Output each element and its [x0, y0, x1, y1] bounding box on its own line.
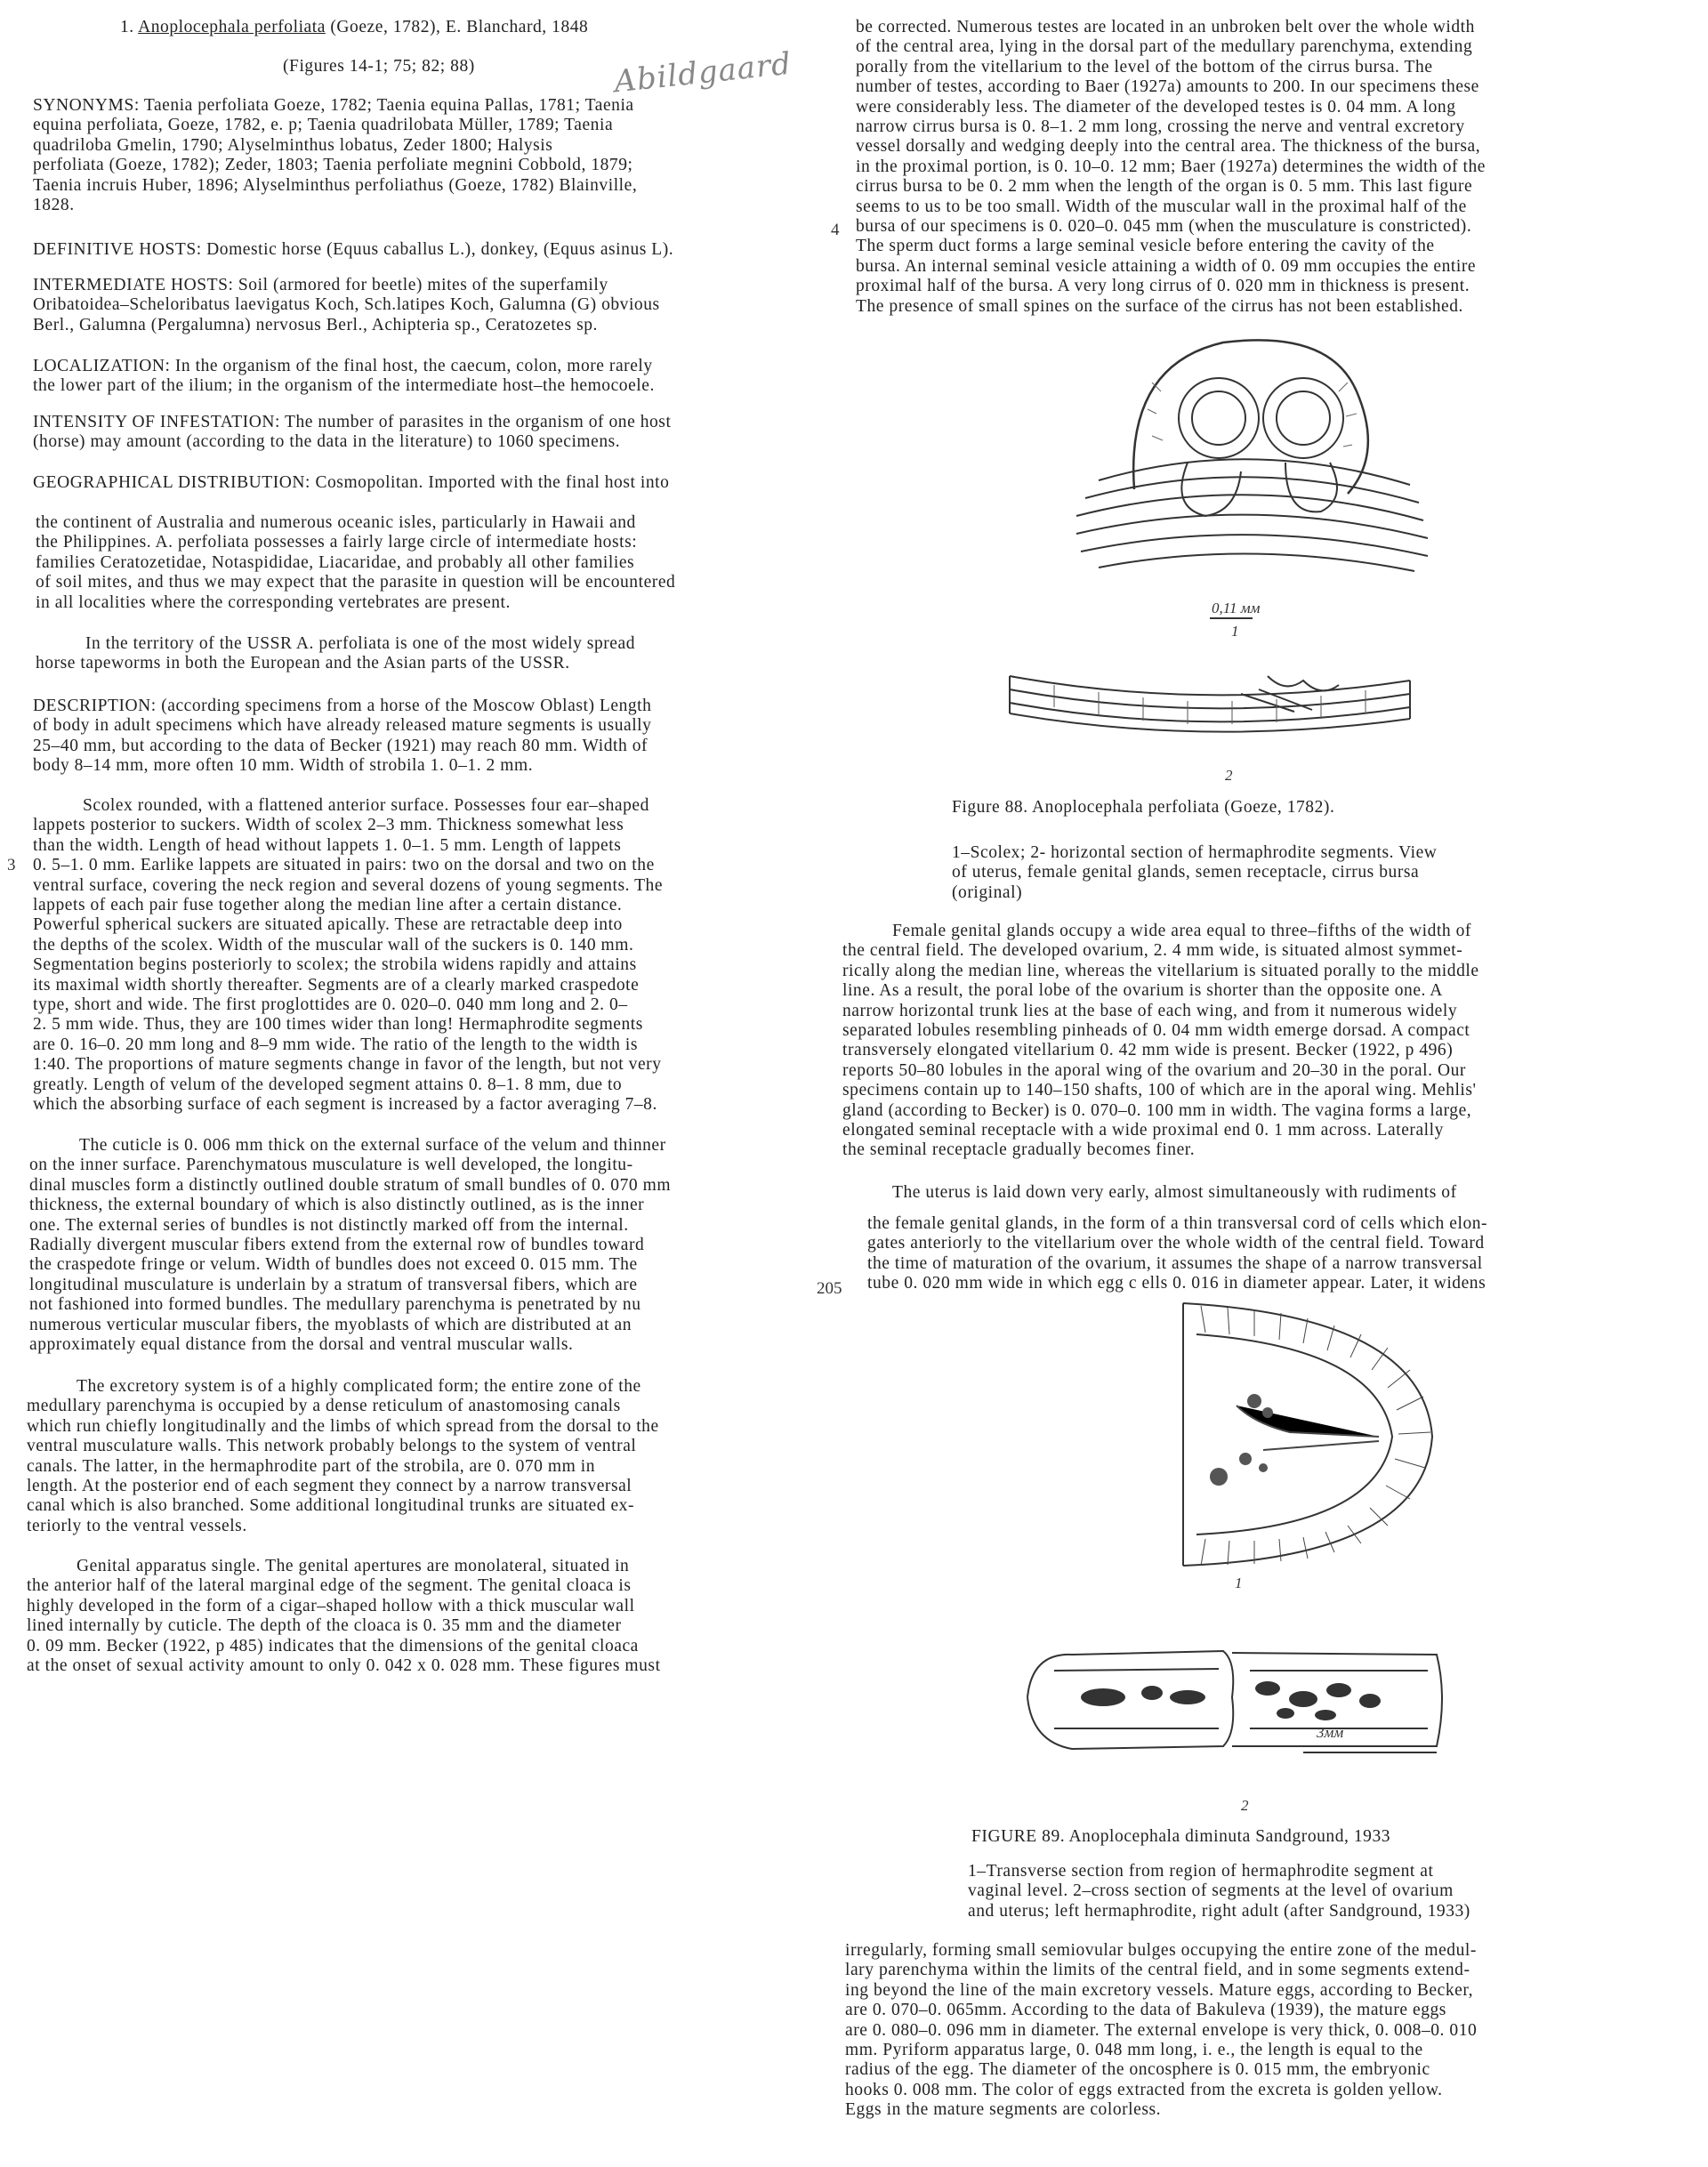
text-line: Genital apparatus single. The genital apertures are monolateral, situated in [77, 1557, 630, 1575]
text-line: body 8–14 mm, more often 10 mm. Width of strobila 1. 0–1. 2 mm. [33, 756, 534, 776]
text-line: Oribatoidea–Scheloribatus laevigatus Koch, Sch.latipes Koch, Galumna (G) obvious [33, 295, 660, 315]
text-line: perfoliata (Goeze, 1782); Zeder, 1803; Taenia perfoliate megnini Cobbold, 1879; [33, 156, 633, 175]
text-line: ventral musculature walls. This network probably belongs to the system of ventral [27, 1437, 637, 1456]
figure-89-scale-label: 3мм [1317, 1724, 1344, 1741]
text-line: reports 50–80 lobules in the aporal wing of the ovarium and 20–30 in the poral. Our [842, 1060, 1466, 1080]
text-line: the lower part of the ilium; in the organism of the intermediate host–the hemocoele. [33, 376, 655, 396]
text-line: in the proximal portion, is 0. 10–0. 12 mm; Baer (1927a) determines the width of the [856, 157, 1486, 176]
text-line: bursa of our specimens is 0. 020–0. 045 mm (when the musculature is constricted). [856, 217, 1472, 237]
text-line: which run chiefly longitudinally and the limbs of which spread from the dorsal to the [27, 1416, 659, 1436]
text-line: cirrus bursa to be 0. 2 mm when the length of the organ is 0. 5 mm. This last figure [856, 177, 1473, 197]
text-line: gland (according to Becker) is 0. 070–0. 100 mm in width. The vagina forms a large, [842, 1100, 1472, 1120]
text-line: LOCALIZATION: In the organism of the final host, the caecum, colon, more rarely [33, 357, 653, 375]
text-line: lary parenchyma within the limits of the central field, and in some segments extend- [845, 1961, 1470, 1980]
figures-reference: (Figures 14-1; 75; 82; 88) [283, 57, 475, 76]
text-line: (horse) may amount (according to the data in the literature) to 1060 specimens. [33, 432, 621, 452]
text-line: bursa. An internal seminal vesicle attaining a width of 0. 09 mm occupies the entire [856, 256, 1477, 276]
testes-paragraph [856, 18, 1486, 317]
text-line: elongated seminal receptacle with a wide proximal end 0. 1 mm across. Laterally [842, 1121, 1444, 1140]
text-line: of soil mites, and thus we may expect that the parasite in question will be encountered [36, 573, 676, 592]
female-glands-paragraph [842, 922, 1479, 1161]
text-line: Taenia incruis Huber, 1896; Alyselminthus perfoliathus (Goeze, 1782) Blainville, [33, 175, 638, 195]
text-line: Berl., Galumna (Pergalumna) nervosus Berl., Achipteria sp., Ceratozetes sp. [33, 315, 598, 334]
figure-88-scolex-drawing [1063, 329, 1437, 587]
text-line: porally from the vitellarium to the level of the bottom of the cirrus bursa. The [856, 57, 1433, 77]
text-line: of body in adult specimens which have already released mature segments is usually [33, 716, 652, 736]
intensity-paragraph [33, 413, 671, 453]
text-line: numerous verticular muscular fibers, the myoblasts of which are distributed at an [29, 1315, 632, 1334]
handwritten-note: Abildgaard [612, 45, 794, 101]
figure-88-caption: Figure 88. Anoplocephala perfoliata (Goeze, 1782). [952, 798, 1335, 817]
text-line: thickness, the external boundary of which is also distinctly outlined, as is the inner [29, 1196, 645, 1215]
text-line: 25–40 mm, but according to the data of Becker (1921) may reach 80 mm. Width of [33, 736, 649, 755]
text-line: its maximal width shortly thereafter. Segments are of a clearly marked craspedote [33, 975, 640, 995]
text-line: families Ceratozetidae, Notaspididae, Liacaridae, and probably all other families [36, 552, 635, 572]
figure-88-label-1: 1 [1231, 623, 1239, 640]
ussr-paragraph [36, 634, 635, 674]
text-line: mm. Pyriform apparatus large, 0. 048 mm long, i. e., the length is equal to the [845, 2041, 1423, 2060]
text-line: number of testes, according to Baer (1927a) amounts to 200. In our specimens these [856, 77, 1479, 97]
text-line: the craspedote fringe or velum. Width of bundles does not exceed 0. 015 mm. The [29, 1255, 638, 1275]
text-line: type, short and wide. The first proglottides are 0. 020–0. 040 mm long and 2. 0– [33, 995, 628, 1015]
figure-89-legend [968, 1862, 1470, 1921]
text-line: approximately equal distance from the dorsal and ventral muscular walls. [29, 1335, 574, 1355]
text-line: 0. 09 mm. Becker (1922, p 485) indicates that the dimensions of the genital cloaca [27, 1636, 639, 1655]
text-line: and uterus; left hermaphrodite, right adult (after Sandground, 1933) [968, 1901, 1470, 1921]
text-line: GEOGRAPHICAL DISTRIBUTION: Cosmopolitan. Imported with the final host into [33, 473, 670, 492]
margin-number: 205 [817, 1279, 842, 1298]
text-line: In the territory of the USSR A. perfoliata is one of the most widely spread [85, 634, 636, 653]
text-line: ing beyond the line of the main excretory vessels. Mature eggs, according to Becker, [845, 1980, 1474, 2000]
text-line: the continent of Australia and numerous oceanic isles, particularly in Hawaii and [36, 513, 636, 532]
species-heading [120, 18, 588, 37]
text-line: The cuticle is 0. 006 mm thick on the external surface of the velum and thinner [79, 1136, 666, 1155]
text-line: Scolex rounded, with a flattened anterior surface. Possesses four ear–shaped [83, 796, 649, 815]
cuticle-paragraph [29, 1136, 671, 1355]
species-name: Anoplocephala perfoliata [138, 18, 326, 36]
text-line: 0. 5–1. 0 mm. Earlike lappets are situated in pairs: two on the dorsal and two on the [33, 856, 655, 875]
text-line: dinal muscles form a distinctly outlined double stratum of small bundles of 0. 070 mm [29, 1175, 672, 1195]
text-line: 1:40. The proportions of mature segments change in favor of the length, but not very [33, 1055, 662, 1075]
synonyms-paragraph [33, 96, 637, 215]
text-line: narrow cirrus bursa is 0. 8–1. 2 mm long, crossing the nerve and ventral excretory [856, 117, 1465, 137]
continent-paragraph [36, 513, 675, 613]
text-line: lappets posterior to suckers. Width of scolex 2–3 mm. Thickness somewhat less [33, 816, 624, 835]
text-line: vessel dorsally and wedging deeply into the central area. The thickness of the bursa, [856, 137, 1481, 157]
text-line: 1828. [33, 196, 75, 215]
uterus-paragraph [867, 1214, 1487, 1294]
text-line: the female genital glands, in the form of a thin transversal cord of cells which elon- [867, 1214, 1488, 1233]
text-line: lined internally by cuticle. The depth of the cloaca is 0. 35 mm and the diameter [27, 1616, 622, 1636]
scolex-paragraph [33, 796, 663, 1116]
text-line: The uterus is laid down very early, almost simultaneously with rudiments of [892, 1183, 1457, 1202]
text-line: one. The external series of bundles is not distinctly marked off from the internal. [29, 1215, 629, 1235]
text-line: are 0. 070–0. 065mm. According to the data of Bakuleva (1939), the mature eggs [845, 2001, 1446, 2020]
text-line: rically along the median line, whereas the vitellarium is situated porally to the middle [842, 961, 1479, 980]
eggs-paragraph [845, 1941, 1477, 2121]
text-line: Eggs in the mature segments are colorless. [845, 2100, 1162, 2120]
figure-89-transverse-section-drawing [1156, 1299, 1441, 1575]
text-line: quadriloba Gmelin, 1790; Alyselminthus lobatus, Zeder 1800; Halysis [33, 135, 553, 155]
text-line: SYNONYMS: Taenia perfoliata Goeze, 1782; Taenia equina Pallas, 1781; Taenia [33, 96, 634, 115]
text-line: Radially divergent muscular fibers extend from the external row of bundles toward [29, 1236, 645, 1255]
text-line: the time of maturation of the ovarium, it assumes the shape of a narrow transversal [867, 1253, 1483, 1273]
text-line: ventral surface, covering the neck region and several dozens of young segments. The [33, 875, 664, 895]
text-line: not fashioned into formed bundles. The medullary parenchyma is penetrated by nu [29, 1295, 641, 1315]
text-line: on the inner surface. Parenchymatous musculature is well developed, the longitu- [29, 1156, 633, 1175]
text-line: the Philippines. A. perfoliata possesses a fairly large circle of intermediate hosts: [36, 533, 638, 552]
text-line: canal which is also branched. Some additional longitudinal trunks are situated ex- [27, 1496, 635, 1516]
text-line: seems to us to be too small. Width of the muscular wall in the proximal half of the [856, 197, 1467, 216]
localization-paragraph [33, 357, 655, 397]
text-line: medullary parenchyma is occupied by a dense reticulum of anastomosing canals [27, 1397, 621, 1416]
text-line: specimens contain up to 140–150 shafts, 100 of which are in the aporal wing. Mehlis' [842, 1081, 1477, 1100]
text-line: are 0. 16–0. 20 mm long and 8–9 mm wide. The ratio of the length to the width is [33, 1035, 638, 1054]
text-line: length. At the posterior end of each segment they connect by a narrow transversal [27, 1477, 632, 1496]
text-line: INTENSITY OF INFESTATION: The number of parasites in the organism of one host [33, 413, 672, 431]
text-line: at the onset of sexual activity amount to only 0. 042 x 0. 028 mm. These figures must [27, 1656, 661, 1676]
text-line: radius of the egg. The diameter of the oncosphere is 0. 015 mm, the embryonic [845, 2060, 1430, 2080]
text-line: The sperm duct forms a large seminal vesicle before entering the cavity of the [856, 237, 1435, 256]
text-line: narrow horizontal trunk lies at the base of each wing, and from it numerous widely [842, 1001, 1458, 1020]
figure-88-scale-label: 0,11 мм [1212, 600, 1261, 616]
text-line: the depths of the scolex. Width of the muscular wall of the suckers is 0. 140 mm. [33, 935, 634, 955]
text-line: Female genital glands occupy a wide area equal to three–fifths of the width of [892, 922, 1471, 940]
text-line: which the absorbing surface of each segment is increased by a factor averaging 7–8. [33, 1095, 657, 1115]
text-line: the anterior half of the lateral marginal edge of the segment. The genital cloaca is [27, 1576, 632, 1596]
figure-88-segments-drawing [1001, 658, 1419, 756]
text-line: of uterus, female genital glands, semen receptacle, cirrus bursa [952, 863, 1420, 882]
text-line: transversely elongated vitellarium 0. 42 mm wide is present. Becker (1922, p 496) [842, 1041, 1454, 1060]
text-line: DEFINITIVE HOSTS: Domestic horse (Equus caballus L.), donkey, (Equus asinus L). [33, 240, 674, 259]
intermediate-hosts-paragraph [33, 276, 660, 335]
definitive-hosts-paragraph [33, 240, 673, 260]
text-line: Powerful spherical suckers are situated apically. These are retractable deep into [33, 915, 623, 935]
margin-number: 4 [831, 221, 840, 239]
text-line: INTERMEDIATE HOSTS: Soil (armored for beetle) mites of the superfamily [33, 276, 608, 294]
text-line: hooks 0. 008 mm. The color of eggs extracted from the excreta is golden yellow. [845, 2080, 1443, 2099]
text-line: equina perfoliata, Goeze, 1782, e. p; Taenia quadrilobata Müller, 1789; Taenia [33, 116, 614, 135]
geographical-paragraph [33, 473, 669, 493]
text-line: proximal half of the bursa. A very long cirrus of 0. 020 mm in thickness is present. [856, 277, 1470, 296]
description-paragraph [33, 697, 651, 777]
scale-bar [1210, 617, 1253, 619]
text-line: teriorly to the ventral vessels. [27, 1516, 247, 1535]
uterus-paragraph-start [842, 1183, 1457, 1203]
text-line: lappets of each pair fuse together along the median line after a certain distance. [33, 896, 623, 915]
text-line: 2. 5 mm wide. Thus, they are 100 times wider than long! Hermaphrodite segments [33, 1015, 643, 1035]
text-line: of the central area, lying in the dorsal part of the medullary parenchyma, extending [856, 37, 1473, 57]
text-line: the seminal receptacle gradually becomes finer. [842, 1140, 1196, 1160]
text-line: gates anteriorly to the vitellarium over the whole width of the central field. Toward [867, 1234, 1485, 1253]
text-line: The excretory system is of a highly complicated form; the entire zone of the [77, 1377, 641, 1396]
text-line: horse tapeworms in both the European and the Asian parts of the USSR. [36, 654, 570, 673]
species-number: 1. [120, 18, 134, 36]
text-line: greatly. Length of velum of the developed segment attains 0. 8–1. 8 mm, due to [33, 1075, 623, 1094]
margin-number: 3 [7, 856, 16, 874]
species-authority: (Goeze, 1782), E. Blanchard, 1848 [330, 18, 589, 36]
genital-paragraph [27, 1557, 661, 1676]
text-line: were considerably less. The diameter of the developed testes is 0. 04 mm. A long [856, 97, 1456, 117]
excretory-paragraph [27, 1377, 659, 1536]
figure-88-legend [952, 843, 1437, 903]
text-line: 1–Scolex; 2- horizontal section of hermaphrodite segments. View [952, 843, 1438, 862]
figure-89-caption: FIGURE 89. Anoplocephala diminuta Sandground, 1933 [971, 1827, 1391, 1846]
text-line: in all localities where the corresponding vertebrates are present. [36, 592, 511, 612]
figure-88-label-2: 2 [1225, 767, 1233, 784]
text-line: separated lobules resembling pinheads of 0. 04 mm width emerge dorsad. A compact [842, 1021, 1470, 1041]
text-line: tube 0. 020 mm wide in which egg c ells 0. 016 in diameter appear. Later, it widens [867, 1274, 1486, 1293]
figure-89-label-1: 1 [1235, 1575, 1243, 1591]
text-line: line. As a result, the poral lobe of the ovarium is shorter than the opposite one. A [842, 981, 1443, 1001]
text-line: longitudinal musculature is underlain by a stratum of transversal fibers, which are [29, 1275, 638, 1294]
text-line: are 0. 080–0. 096 mm in diameter. The external envelope is very thick, 0. 008–0. 010 [845, 2020, 1478, 2040]
text-line: canals. The latter, in the hermaphrodite part of the strobila, are 0. 070 mm in [27, 1456, 596, 1476]
text-line: 1–Transverse section from region of hermaphrodite segment at [968, 1862, 1434, 1881]
text-line: (original) [952, 882, 1023, 902]
text-line: The presence of small spines on the surface of the cirrus has not been established. [856, 296, 1463, 316]
text-line: than the width. Length of head without lappets 1. 0–1. 5 mm. Length of lappets [33, 835, 622, 855]
text-line: be corrected. Numerous testes are located in an unbroken belt over the whole width [856, 18, 1475, 36]
text-line: DESCRIPTION: (according specimens from a horse of the Moscow Oblast) Length [33, 697, 652, 715]
text-line: the central field. The developed ovarium, 2. 4 mm wide, is situated almost symmet- [842, 941, 1463, 961]
text-line: Segmentation begins posteriorly to scolex; the strobila widens rapidly and attains [33, 955, 637, 975]
figure-89-segments-drawing [1019, 1644, 1450, 1760]
text-line: vaginal level. 2–cross section of segments at the level of ovarium [968, 1881, 1454, 1901]
text-line: irregularly, forming small semiovular bulges occupying the entire zone of the medul- [845, 1941, 1477, 1960]
text-line: highly developed in the form of a cigar–shaped hollow with a thick muscular wall [27, 1596, 635, 1615]
figure-89-label-2: 2 [1241, 1797, 1249, 1814]
